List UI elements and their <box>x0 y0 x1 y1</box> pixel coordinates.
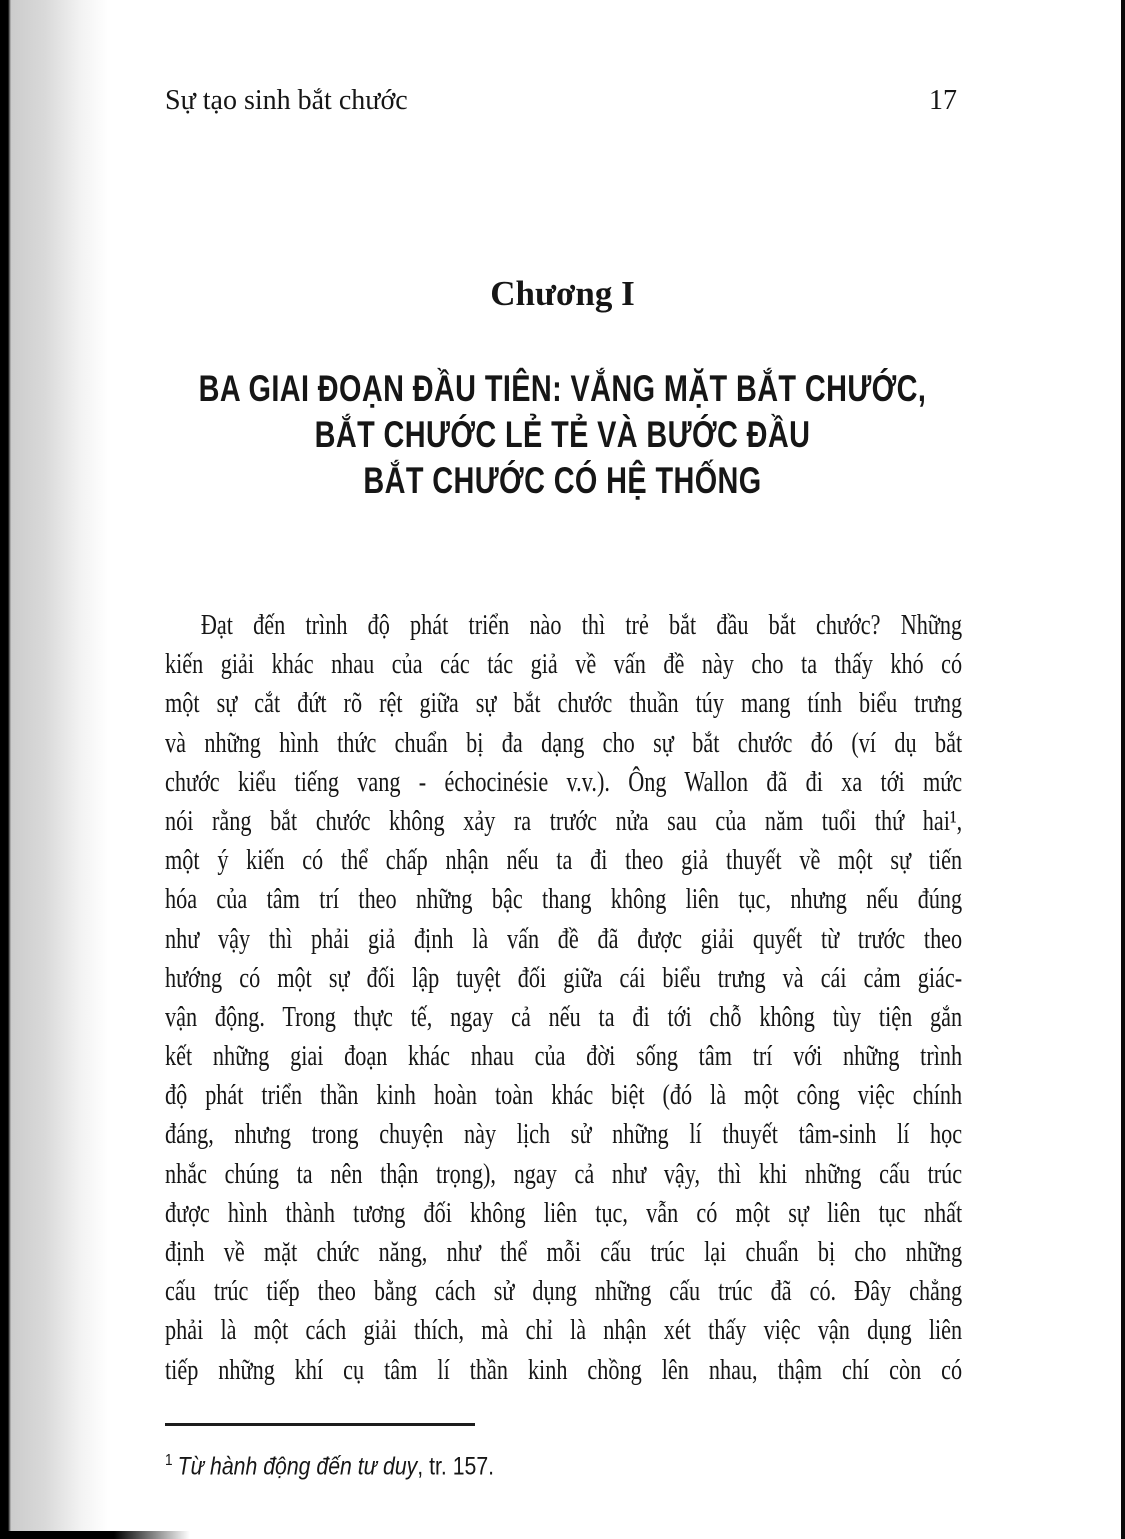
footnote-page-ref: , tr. 157. <box>417 1452 495 1481</box>
body-text-line: đáng, nhưng trong chuyện này lịch sử những lí thuyết tâm-sinh lí học <box>165 1119 963 1151</box>
footnote-marker: 1 <box>165 1452 173 1469</box>
footnote-separator <box>165 1423 475 1426</box>
body-text-line: tiếp những khí cụ tâm lí thần kinh chồng lên nhau, thậm chí còn có <box>165 1354 963 1386</box>
scan-edge-bottom-left <box>0 1531 190 1539</box>
body-text-line: cấu trúc tiếp theo bằng cách sử dụng những cấu trúc đã có. Đây chẳng <box>165 1276 963 1308</box>
chapter-title-line: BẮT CHƯỚC LẺ TẺ VÀ BƯỚC ĐẦU <box>314 414 811 455</box>
body-text-line: vận động. Trong thực tế, ngay cả nếu ta đi tới chỗ không tùy tiện gắn <box>165 1001 963 1033</box>
body-text-line: như vậy thì phải giả định là vấn đề đã được giải quyết từ trước theo <box>165 923 963 955</box>
body-text-line: nói rằng bắt chước không xảy ra trước nửa sau của năm tuổi thứ hai¹, <box>165 805 963 837</box>
body-text-line: hóa của tâm trí theo những bậc thang không liên tục, nhưng nếu đúng <box>165 884 963 916</box>
body-text-line: phải là một cách giải thích, mà chỉ là nhận xét thấy việc vận dụng liên <box>165 1315 963 1347</box>
running-head <box>165 84 957 118</box>
body-text-line: Đạt đến trình độ phát triển nào thì trẻ bắt đầu bắt chước? Những <box>200 610 963 641</box>
scan-edge-right-line <box>1121 0 1125 1539</box>
body-text-line: nhắc chúng ta nên thận trọng), ngay cả như vậy, thì khi những cấu trúc <box>165 1158 963 1190</box>
body-text-line: chước kiểu tiếng vang - échocinésie v.v.). Ông Wallon đã đi xa tới mức <box>165 766 963 798</box>
body-text-line: định về mặt chức năng, như thể mỗi cấu trúc lại chuẩn bị cho những <box>165 1237 963 1268</box>
body-text-line: độ phát triển thần kinh hoàn toàn khác biệt (đó là một công việc chính <box>165 1080 963 1112</box>
scan-edge-left-gradient <box>0 0 110 1539</box>
chapter-label: Chương I <box>490 274 635 313</box>
body-text-line: kết những giai đoạn khác nhau của đời sống tâm trí với những trình <box>165 1041 963 1073</box>
body-text-line: được hình thành tương đối không liên tục, vẫn có một sự liên tục nhất <box>165 1197 963 1229</box>
footnote-book-title: Từ hành động đến tư duy <box>177 1452 418 1481</box>
chapter-title-line: BẮT CHƯỚC CÓ HỆ THỐNG <box>363 460 762 501</box>
chapter-title <box>0 366 1125 504</box>
body-text-line: một sự cắt đứt rõ rệt giữa sự bắt chước thuần túy mang tính biểu trưng <box>165 688 963 720</box>
footnote <box>165 1446 760 1481</box>
running-title: Sự tạo sinh bắt chước <box>165 85 408 116</box>
body-text-line: kiến giải khác nhau của các tác giả về vấn đề này cho ta thấy khó có <box>165 649 963 681</box>
body-text-line: và những hình thức chuẩn bị đa dạng cho sự bắt chước đó (ví dụ bắt <box>165 727 963 759</box>
body-text-line: hướng có một sự đối lập tuyệt đối giữa cái biểu trưng và cái cảm giác- <box>165 962 963 994</box>
body-text-line: một ý kiến có thể chấp nhận nếu ta đi theo giả thuyết về một sự tiến <box>165 845 963 877</box>
page-number: 17 <box>929 85 957 116</box>
chapter-title-line: BA GIAI ĐOẠN ĐẦU TIÊN: VẮNG MẶT BẮT CHƯỚC, <box>198 368 927 409</box>
body-paragraph <box>165 606 962 1390</box>
